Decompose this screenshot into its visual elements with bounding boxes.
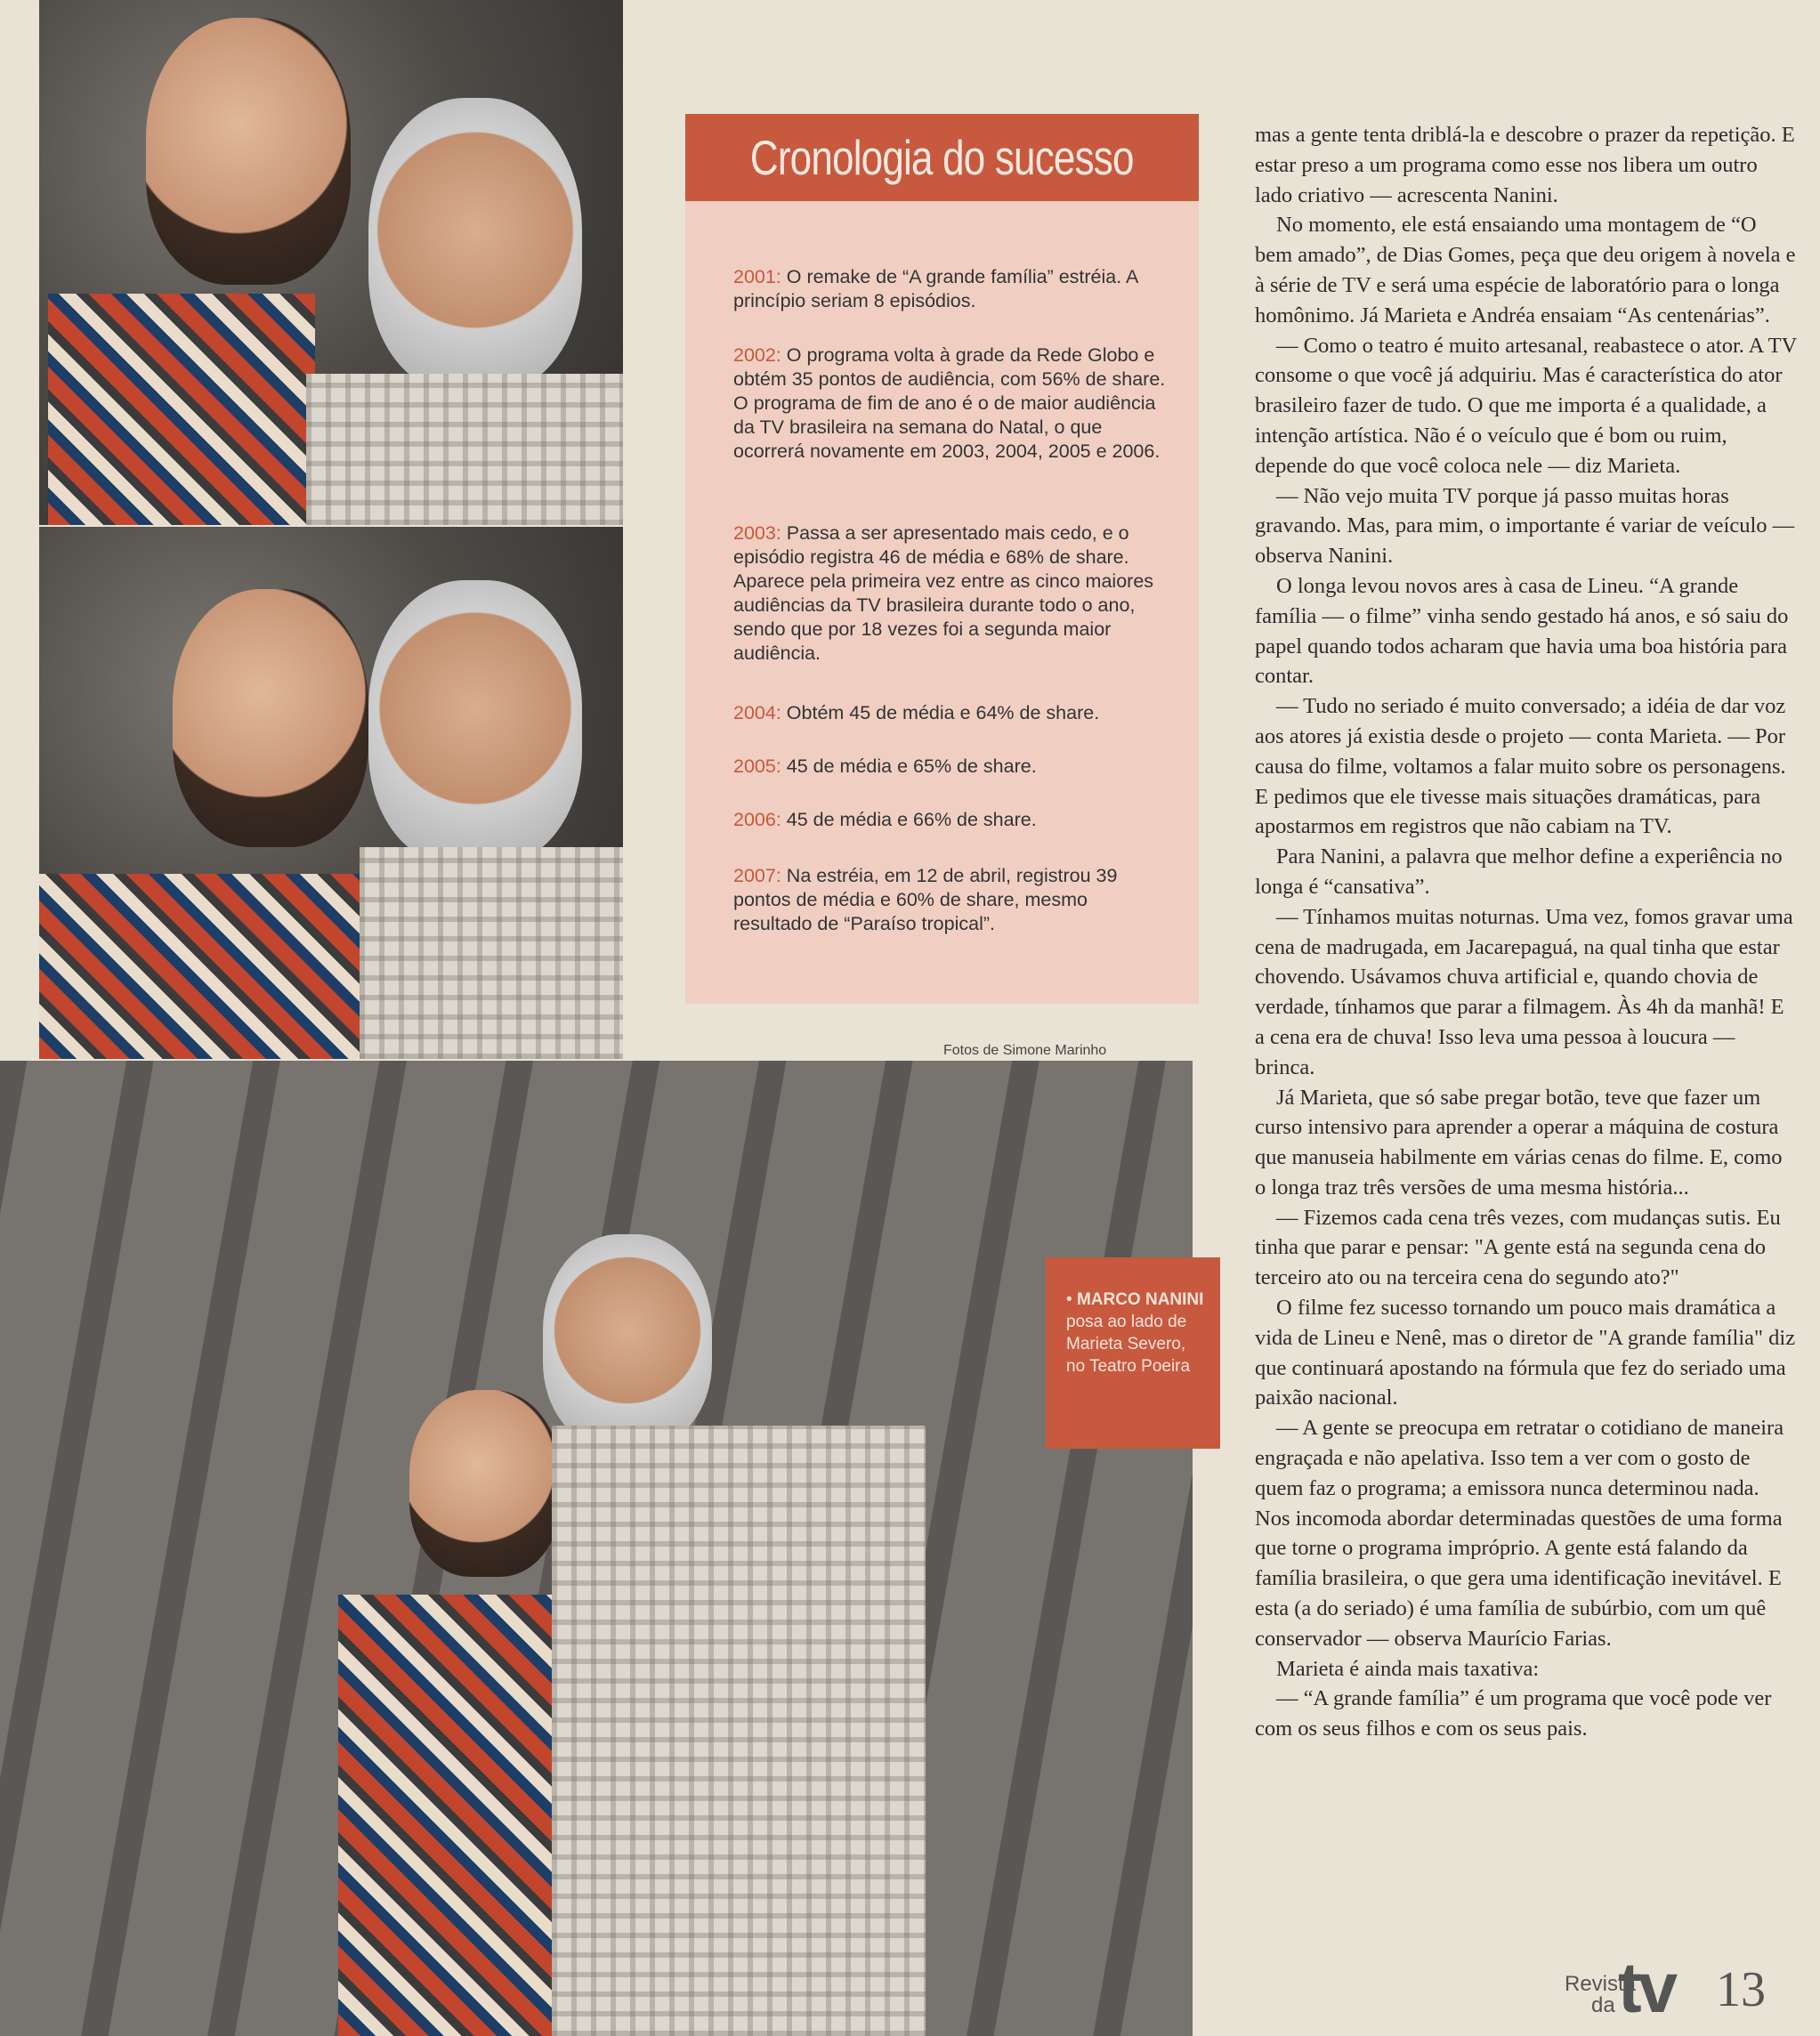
entry-text: O programa volta à grade da Rede Globo e obtém 35 pontos de audiência, com 56% de share. O programa de fim de ano é o de maior audiência da TV brasileira na semana do Natal, o que ocorrerá novamente em 2003, 2004, 2005 e 2006. <box>733 344 1166 462</box>
entry-year: 2001: <box>733 266 781 287</box>
timeline-title <box>685 114 1199 201</box>
article-paragraph: O longa levou novos ares à casa de Lineu. “A grande família — o filme” vinha sendo gestado há anos, e só saiu do papel quando todos acharam que havia uma boa história para contar. <box>1255 573 1789 689</box>
article-paragraph: — “A grande família” é um programa que você pode ver com os seus filhos e com os seus pais. <box>1255 1686 1772 1741</box>
article-paragraph: Para Nanini, a palavra que melhor define a experiência no longa é “cansativa”. <box>1255 844 1783 899</box>
caption-bullet: • <box>1066 1290 1072 1309</box>
man-figure <box>368 580 582 865</box>
entry-year: 2002: <box>733 344 781 366</box>
article-paragraph: — Tudo no seriado é muito conversado; a idéia de dar voz aos atores já existia desde o projeto — conta Marieta. — Por causa do filme, voltamos a falar muito sobre os personagens. E pedimos que ele tivesse mais situações dramáticas, para apostarmos em registros que não cabiam na TV. <box>1255 694 1786 839</box>
timeline-title-text: Cronologia do sucesso <box>750 130 1134 185</box>
caption-name: MARCO NANINI <box>1076 1290 1204 1309</box>
photo-top <box>39 0 623 525</box>
timeline-box <box>685 114 1199 1004</box>
entry-text: Passa a ser apresentado mais cedo, e o episódio registra 46 de média e 68% de share. Aparece pela primeira vez entre as cinco maiores audiências da TV brasileira durante todo o ano, sendo que por 18 vezes foi a segunda maior audiência. <box>733 522 1154 664</box>
article-paragraph: — Como o teatro é muito artesanal, reabastece o ator. A TV consome o que você já adquiriu. Mas é característica do ator brasileiro fazer de tudo. O que me importa é a qualidade, a intenção artística. Não é o veículo que é bom ou ruim, depende do que você coloca nele — diz Marieta. <box>1255 333 1797 478</box>
caption-text: posa ao lado de Marieta Severo, no Teatro Poeira <box>1066 1313 1191 1376</box>
photo-bottom <box>0 1061 1193 2036</box>
entry-year: 2005: <box>733 755 781 777</box>
article-paragraph: — Tínhamos muitas noturnas. Uma vez, fomos gravar uma cena de madrugada, em Jacarepaguá, na qual tinha que estar chovendo. Usávamos chuva artificial e, quando chovia de verdade, tínhamos que parar a filmagem. Às 4h da manhã! E a cena era de chuva! Isso leva uma pessoa à loucura — brinca. <box>1255 904 1793 1079</box>
article-paragraph: Marieta é ainda mais taxativa: <box>1276 1656 1540 1681</box>
page-footer <box>1565 1947 1787 2027</box>
timeline-entry <box>733 808 1169 832</box>
magazine-logo-tv: tv <box>1618 1948 1675 2027</box>
timeline-entry <box>733 864 1169 936</box>
article-paragraph: mas a gente tenta driblá-la e descobre o prazer da repetição. E estar preso a um programa como esse nos libera um outro lado criativo — acrescenta Nanini. <box>1255 123 1795 207</box>
timeline-entry <box>733 521 1169 666</box>
timeline-entry <box>733 755 1169 779</box>
article-paragraph: No momento, ele está ensaiando uma montagem de “O bem amado”, de Dias Gomes, peça que deu origem à novela e à série de TV e será uma espécie de laboratório para o longa homônimo. Já Marieta e Andréa ensaiam “As centenárias”. <box>1255 213 1796 327</box>
entry-year: 2003: <box>733 522 781 544</box>
man-shirt <box>306 374 623 525</box>
entry-year: 2007: <box>733 865 781 886</box>
woman-figure <box>146 18 351 285</box>
entry-text: 45 de média e 66% de share. <box>781 809 1037 830</box>
man-figure <box>368 98 582 392</box>
page-number: 13 <box>1716 1962 1766 2017</box>
magazine-name-revista: Revista <box>1565 1972 1637 1996</box>
entry-text: 45 de média e 65% de share. <box>781 755 1037 777</box>
man-shirt <box>552 1426 926 2036</box>
entry-text: Obtém 45 de média e 64% de share. <box>781 702 1100 723</box>
woman-blouse <box>39 874 360 1059</box>
entry-text: Na estréia, em 12 de abril, registrou 39 pontos de média e 60% de share, mesmo resultado de “Paraíso tropical”. <box>733 865 1118 934</box>
woman-figure <box>173 589 368 847</box>
article-paragraph: — Não vejo muita TV porque já passo muitas horas gravando. Mas, para mim, o importante é variar de veículo — observa Nanini. <box>1255 483 1795 569</box>
article-paragraph: — Fizemos cada cena três vezes, com mudanças sutis. Eu tinha que parar e pensar: "A gente está na segunda cena do terceiro ato ou na terceira cena do segundo ato?" <box>1255 1205 1781 1290</box>
woman-blouse <box>338 1595 578 2036</box>
woman-blouse <box>48 294 315 525</box>
photo-credit: Fotos de Simone Marinho <box>943 1043 1107 1058</box>
entry-year: 2004: <box>733 702 781 723</box>
article-body <box>1255 120 1798 1744</box>
photo-middle <box>39 527 623 1059</box>
article-paragraph: O filme fez sucesso tornando um pouco mais dramática a vida de Lineu e Nenê, mas o diretor de "A grande família" diz que continuará apostando na fórmula que fez do seriado uma paixão nacional. <box>1255 1296 1796 1410</box>
timeline-entry <box>733 265 1169 313</box>
entry-year: 2006: <box>733 809 781 830</box>
woman-figure <box>409 1390 561 1577</box>
entry-text: O remake de “A grande família” estréia. A princípio seriam 8 episódios. <box>733 266 1138 311</box>
man-shirt <box>360 847 623 1059</box>
article-paragraph: Já Marieta, que só sabe pregar botão, teve que fazer um curso intensivo para aprender a operar a máquina de costura que manuseia habilmente em várias cenas do filme. E, como o longa traz três versões de uma mesma história... <box>1255 1085 1783 1200</box>
article-paragraph: — A gente se preocupa em retratar o cotidiano de maneira engraçada e não apelativa. Isso tem a ver com o gosto de quem faz o programa; a emissora nunca determinou nada. Nos incomoda abordar determinadas questões de uma forma que torne o programa impróprio. A gente está falando da família brasileira, o que gera uma identificação inevitável. E esta (a do seriado) é uma família de subúrbio, com um quê conservador — observa Maurício Farias. <box>1255 1416 1784 1651</box>
timeline-entry <box>733 343 1169 464</box>
timeline-entry <box>733 701 1169 725</box>
man-figure <box>543 1234 712 1448</box>
magazine-name-da: da <box>1591 1993 1615 2017</box>
photo-caption <box>1046 1257 1220 1449</box>
